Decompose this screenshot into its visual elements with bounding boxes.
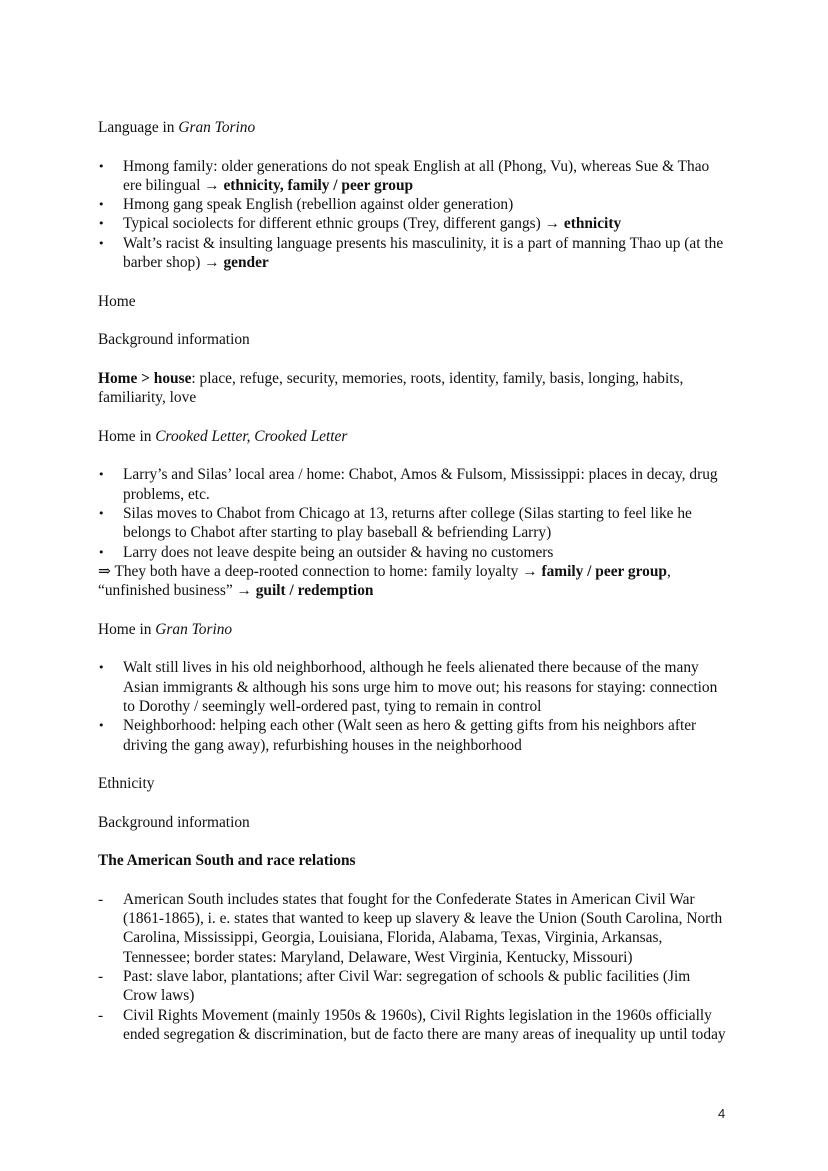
heading-home-gran-torino: Home in Gran Torino xyxy=(98,620,233,638)
american-south-list xyxy=(98,890,728,1044)
document-page xyxy=(98,118,728,1044)
list-item: • Hmong family: older generations do not speak English at all (Phong, Vu), whereas Sue & Thao ere bilingual → ethnicity, family / peer group xyxy=(98,157,710,194)
home-crooked-letter-conclusion: ⇒ They both have a deep-rooted connection to home: family loyalty → family / peer group, “unfinished business” → guilt / redemption xyxy=(98,562,671,600)
page-number: 4 xyxy=(718,1106,726,1121)
heading-home-crooked-letter: Home in Crooked Letter, Crooked Letter xyxy=(98,427,348,445)
list-item: • Walt’s racist & insulting language presents his masculinity, it is a part of manning Thao up (at the barber shop) → gender xyxy=(98,234,724,272)
dash-icon: - xyxy=(98,1006,104,1024)
heading-language-gran-torino: Language in Gran Torino xyxy=(98,119,256,136)
home-definition: Home > house: place, refuge, security, memories, roots, identity, family, basis, longing, habits, familiarity, love xyxy=(98,369,684,407)
dash-icon: - xyxy=(98,968,104,986)
list-item: • Typical sociolects for different ethnic groups (Trey, different gangs) → ethnicity xyxy=(98,215,622,233)
bullet-icon: • xyxy=(98,217,105,231)
list-item: • Walt still lives in his old neighborhood, although he feels alienated there because of the many Asian immigrants & although his sons urge him to move out; his reasons for staying: connection to Dorothy / seemingly well-ordered past, tying to remain in control xyxy=(98,659,718,715)
bullet-icon: • xyxy=(98,661,105,675)
heading-home: Home xyxy=(98,292,136,310)
bullet-icon: • xyxy=(98,159,105,173)
dash-icon: - xyxy=(98,890,104,908)
bullet-icon: • xyxy=(98,198,105,212)
list-item: - Civil Rights Movement (mainly 1950s & 1960s), Civil Rights legislation in the 1960s officially ended segregation & discrimination, but de facto there are many areas of inequality up until today xyxy=(98,1006,726,1043)
list-item: - Past: slave labor, plantations; after Civil War: segregation of schools & public facilities (Jim Crow laws) xyxy=(98,968,691,1005)
list-item: • Larry’s and Silas’ local area / home: Chabot, Amos & Fulsom, Mississippi: places in decay, drug problems, etc. xyxy=(98,466,718,503)
list-item: • Larry does not leave despite being an outsider & having no customers xyxy=(98,543,554,561)
list-item: - American South includes states that fought for the Confederate States in American Civil War (1861-1865), i. e. states that wanted to keep up slavery & leave the Union (South Carolina, North Carolina, Mississippi, Georgia, Louisiana, Florida, Alabama, Texas, Virginia, Arkansas, Tennessee; border states: Maryland, Delaware, West Virginia, Kentucky, Missouri) xyxy=(98,890,723,966)
language-gran-torino-list xyxy=(98,157,728,273)
bullet-icon: • xyxy=(98,236,105,250)
bullet-icon: • xyxy=(98,468,105,482)
bullet-icon: • xyxy=(98,545,105,559)
home-gran-torino-list xyxy=(98,658,728,754)
heading-ethnicity: Ethnicity xyxy=(98,775,155,793)
heading-ethnicity-background: Background information xyxy=(98,813,250,831)
list-item: • Hmong gang speak English (rebellion against older generation) xyxy=(98,196,514,214)
bullet-icon: • xyxy=(98,506,105,520)
bullet-icon: • xyxy=(98,719,105,733)
home-crooked-letter-list xyxy=(98,465,728,561)
list-item: • Neighborhood: helping each other (Walt seen as hero & getting gifts from his neighbors after driving the gang away), refurbishing houses in the neighborhood xyxy=(98,717,697,754)
subheading-american-south: The American South and race relations xyxy=(98,852,356,870)
list-item: • Silas moves to Chabot from Chicago at 13, returns after college (Silas starting to feel like he belongs to Chabot after starting to play baseball & befriending Larry) xyxy=(98,504,692,542)
heading-home-background: Background information xyxy=(98,331,250,349)
